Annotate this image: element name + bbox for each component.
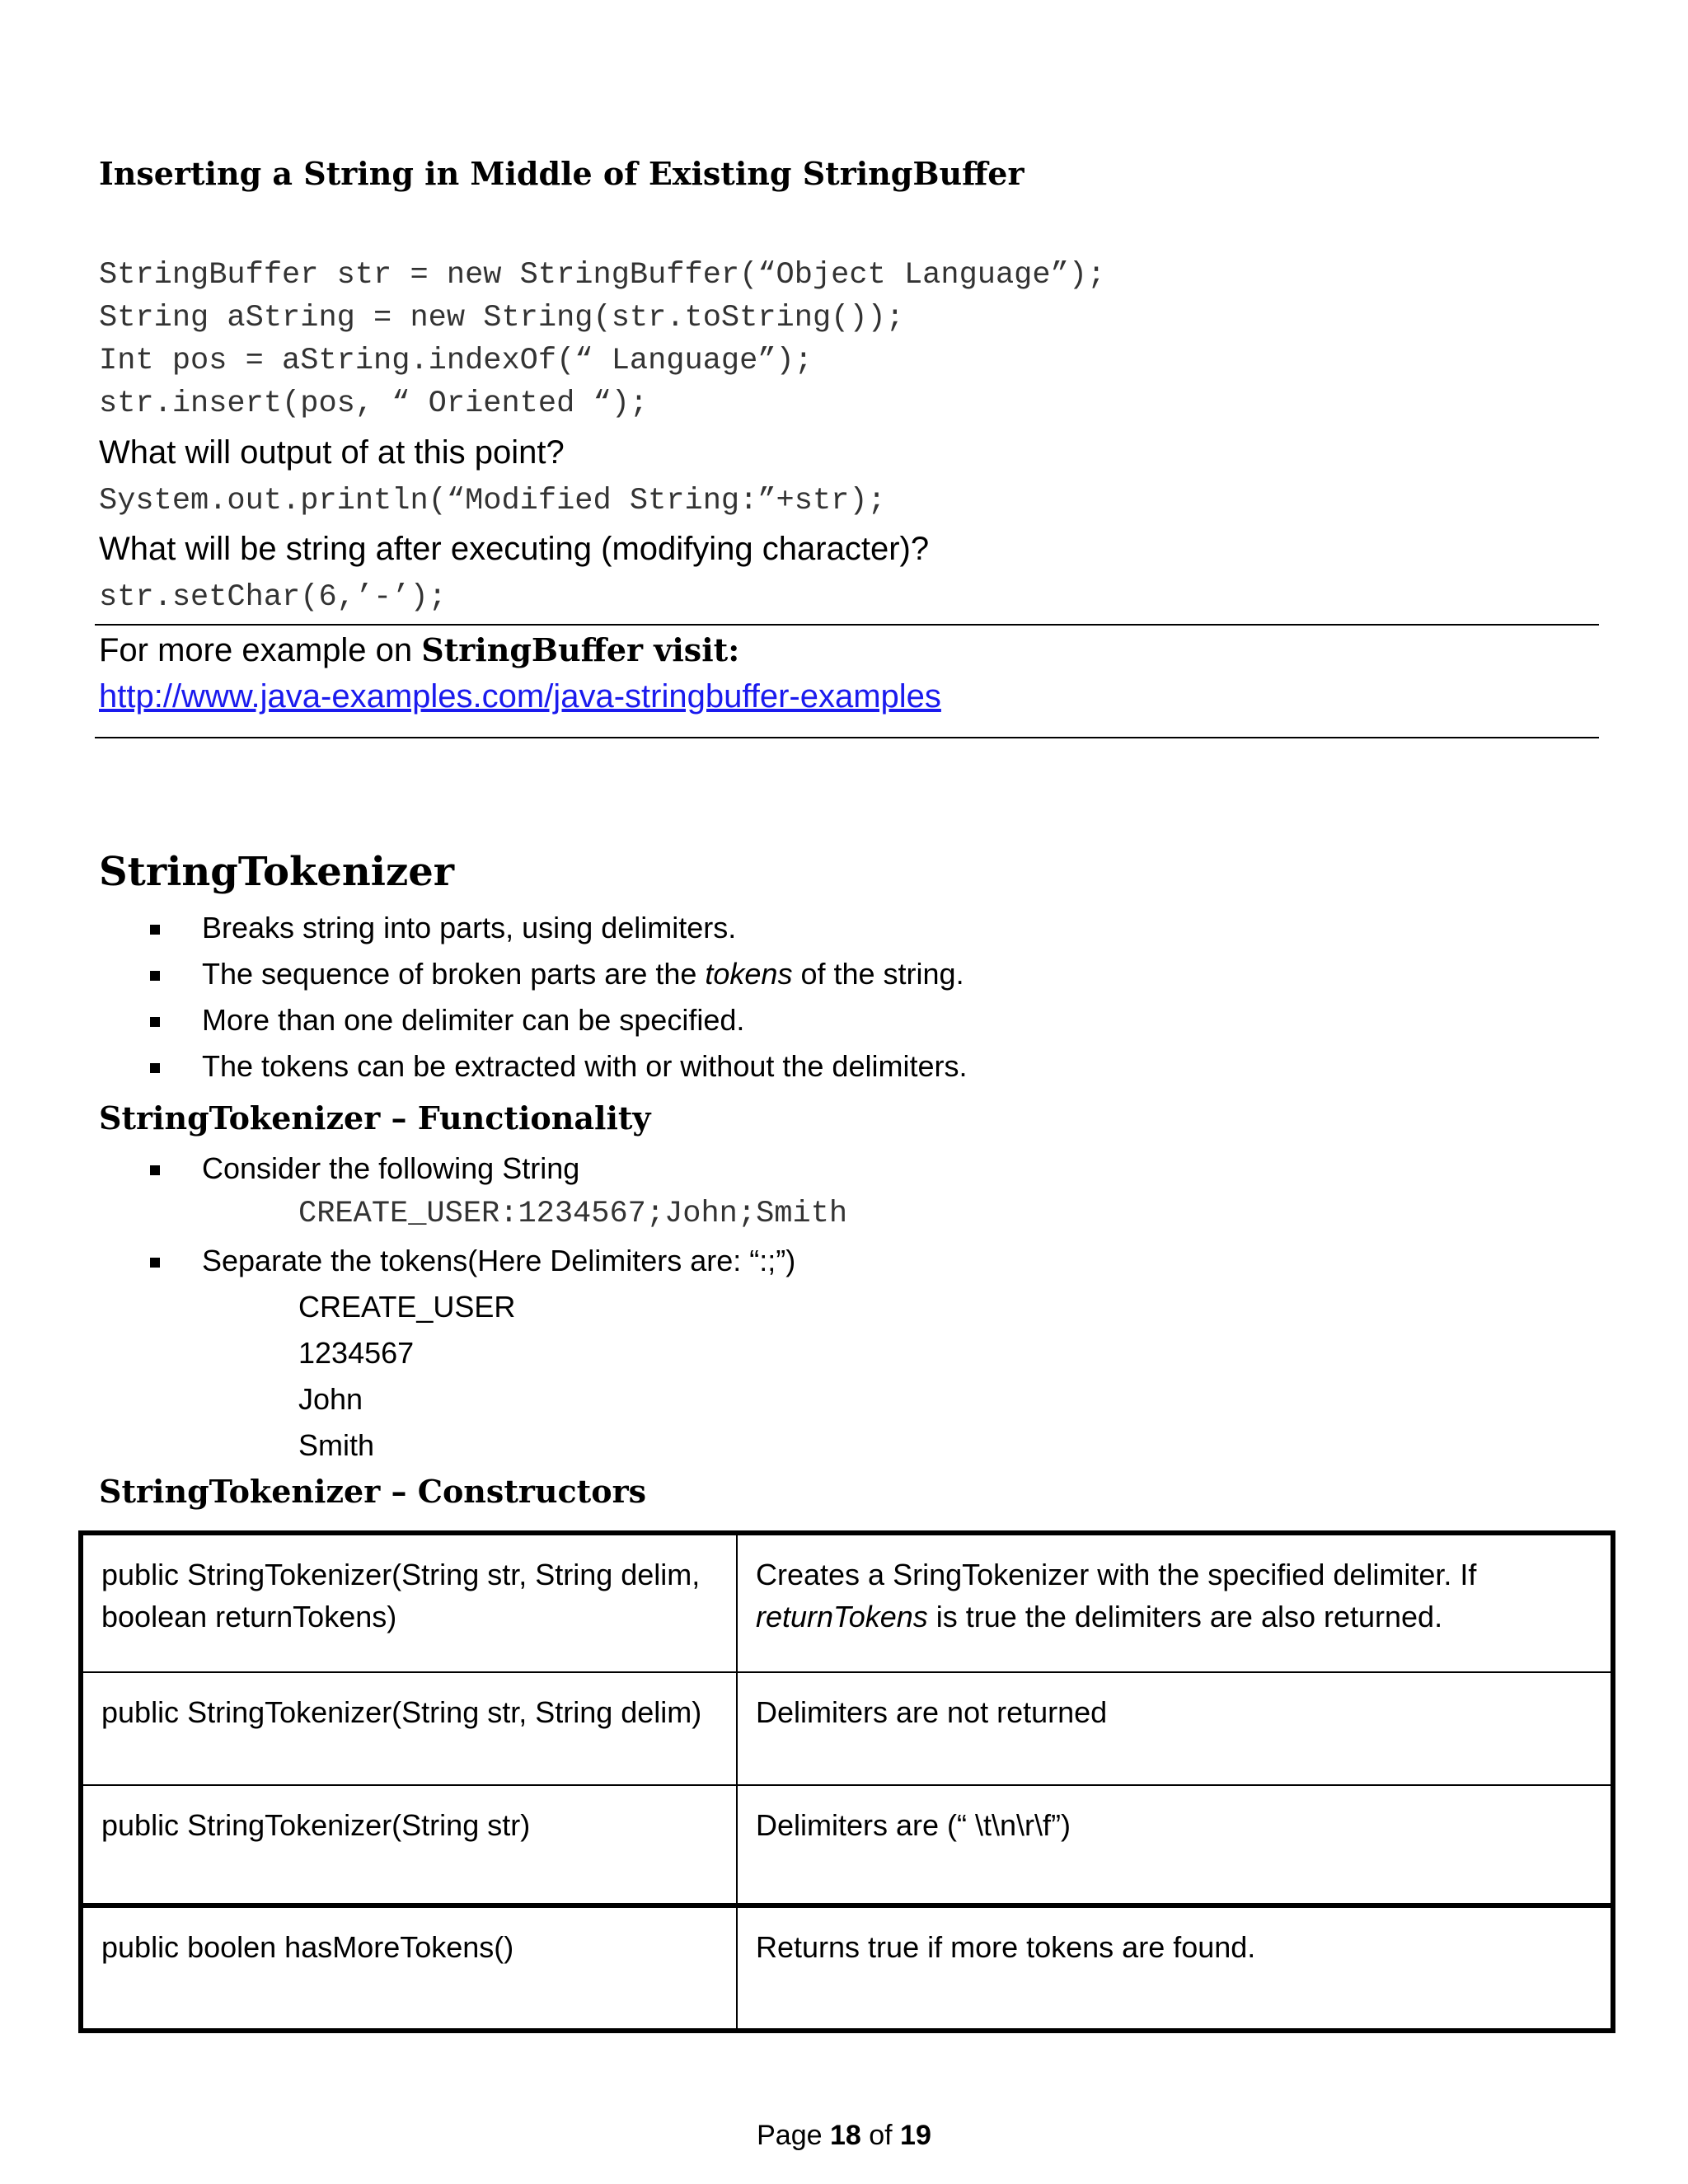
constructor-description-cell: Delimiters are (“ \t\n\r\f”) [737, 1785, 1613, 1905]
table-row [81, 1905, 1613, 2031]
code-line: Int pos = aString.indexOf(“ Language”); [99, 344, 813, 378]
constructor-description-cell: Delimiters are not returned [737, 1672, 1613, 1785]
table-row [81, 1785, 1613, 1905]
more-info-prefix: For more example on [99, 632, 422, 668]
page-footer [0, 2120, 1688, 2152]
question-modify: What will be string after executing (modifying character)? [99, 531, 930, 567]
code-line: StringBuffer str = new StringBuffer(“Object Language”); [99, 258, 1106, 293]
constructor-description-cell: Creates a SringTokenizer with the specified delimiter. If returnTokens is true the delimiters are also returned. [737, 1533, 1613, 1672]
list-item: More than one delimiter can be specified. [99, 997, 1582, 1043]
section-heading-stringtokenizer: StringTokenizer [99, 849, 455, 895]
section-heading-insert: Inserting a String in Middle of Existing StringBuffer [99, 155, 1025, 192]
token-item: CREATE_USER [298, 1290, 516, 1324]
functionality-bullet-2 [99, 1238, 1582, 1284]
list-item: The sequence of broken parts are the tokens of the string. [99, 951, 1582, 997]
table-row [81, 1672, 1613, 1785]
bullet-square-icon [150, 1063, 160, 1073]
more-info-bold: StringBuffer visit: [421, 631, 740, 668]
bullet-square-icon [150, 1258, 160, 1268]
page-label: Page [757, 2120, 830, 2151]
bullet-square-icon [150, 1017, 160, 1027]
divider-top [95, 624, 1599, 626]
code-block [99, 254, 1105, 425]
tokenizer-bullet-list [99, 905, 1582, 1090]
question-output: What will output of at this point? [99, 434, 565, 471]
list-item: The tokens can be extracted with or without the delimiters. [99, 1043, 1582, 1090]
functionality-bullet-1 [99, 1146, 1582, 1192]
stringbuffer-examples-link[interactable]: http://www.java-examples.com/java-stringbuffer-examples [99, 678, 941, 715]
token-item: John [298, 1382, 363, 1416]
constructors-table [78, 1530, 1615, 2033]
list-item: Consider the following String [99, 1146, 1582, 1192]
more-info-line [99, 626, 739, 674]
constructor-signature-cell: public StringTokenizer(String str) [81, 1785, 737, 1905]
code-line: String aString = new String(str.toString()); [99, 301, 904, 335]
token-item: Smith [298, 1428, 375, 1462]
constructor-description-cell: Returns true if more tokens are found. [737, 1905, 1613, 2031]
section-heading-functionality: StringTokenizer – Functionality [99, 1099, 651, 1137]
constructor-signature-cell: public StringTokenizer(String str, String delim, boolean returnTokens) [81, 1533, 737, 1672]
token-list [298, 1284, 515, 1469]
code-setchar-line: str.setChar(6,’-’); [99, 580, 447, 615]
constructor-signature-cell: public boolen hasMoreTokens() [81, 1905, 737, 2031]
page-number: 18 [829, 2120, 861, 2151]
constructor-signature-cell: public StringTokenizer(String str, String delim) [81, 1672, 737, 1785]
list-item: Separate the tokens(Here Delimiters are: “:;”) [99, 1238, 1582, 1284]
of-label: of [860, 2120, 901, 2151]
code-line: str.insert(pos, “ Oriented “); [99, 387, 649, 421]
bullet-square-icon [150, 971, 160, 981]
list-item: Breaks string into parts, using delimiters. [99, 905, 1582, 951]
table-row [81, 1533, 1613, 1672]
example-string: CREATE_USER:1234567;John;Smith [298, 1197, 848, 1231]
token-item: 1234567 [298, 1336, 415, 1370]
section-heading-constructors: StringTokenizer – Constructors [99, 1473, 646, 1510]
total-pages: 19 [900, 2120, 931, 2151]
bullet-square-icon [150, 1165, 160, 1175]
divider-bottom [95, 737, 1599, 738]
bullet-square-icon [150, 925, 160, 935]
code-print-line: System.out.println(“Modified String:”+str); [99, 484, 886, 518]
